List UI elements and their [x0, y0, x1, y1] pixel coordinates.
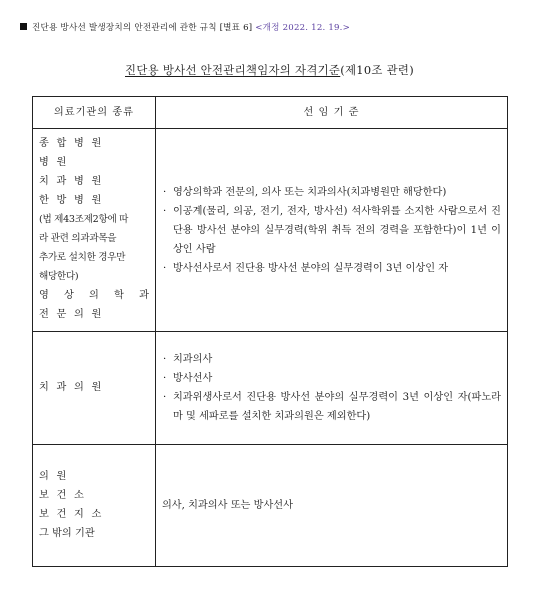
criteria-list	[162, 350, 501, 426]
document-title	[0, 62, 539, 78]
title-main: 진단용 방사선 안전관리책임자의 자격기준	[125, 63, 341, 77]
institution-name: 의 원	[39, 470, 69, 482]
header-regulation-reference: 진단용 방사선 발생장치의 안전관리에 관한 규칙 [별표 6]	[32, 23, 253, 33]
institution-name: 전 문 의 원	[39, 309, 104, 320]
table-row	[33, 129, 508, 332]
institution-note: 추가로 설치한 경우만	[39, 252, 126, 263]
document-header	[20, 21, 525, 33]
criteria-cell	[155, 129, 507, 332]
header-appointment-criteria: 선 임 기 준	[155, 97, 507, 129]
table-row	[33, 332, 508, 445]
criteria-cell	[155, 332, 507, 445]
criteria-item: · 치과위생사로서 진단용 방사선 분야의 실무경력이 3년 이상인 자(파노라마 및 세파로를 설치한 치과의원은 제외한다)	[162, 388, 501, 426]
institution-note: 라 관련 의과과목을	[39, 233, 117, 244]
institution-name: 치 과 병 원	[39, 176, 104, 187]
institution-name: 치 과 의 원	[39, 381, 104, 393]
table-header-row	[33, 97, 508, 129]
institution-name: 보 건 소	[39, 489, 86, 501]
criteria-item: · 방사선사	[162, 369, 501, 388]
institution-name: 한 방 병 원	[39, 195, 104, 206]
institution-name: 병 원	[39, 157, 69, 168]
header-institution-type: 의료기관의 종류	[33, 97, 156, 129]
institution-cell	[33, 332, 156, 445]
institution-name: 그 밖의 기관	[39, 527, 95, 539]
institution-name: 종 합 병 원	[39, 138, 104, 149]
criteria-list	[162, 183, 501, 278]
institution-name: 영 상 의 학 과	[39, 290, 149, 301]
criteria-item: · 방사선사로서 진단용 방사선 분야의 실무경력이 3년 이상인 자	[162, 259, 501, 278]
title-suffix: (제10조 관련)	[340, 63, 414, 77]
criteria-text: 의사, 치과의사 또는 방사선사	[161, 500, 293, 511]
black-square-icon	[20, 23, 27, 30]
criteria-item: · 치과의사	[162, 350, 501, 369]
institution-note: 해당한다)	[39, 271, 79, 282]
institution-note: (법 제43조제2항에 따	[39, 214, 129, 225]
criteria-item: · 이공계(물리, 의공, 전기, 전자, 방사선) 석사학위를 소지한 사람으로서 진단용 방사선 분야의 실무경력(학위 취득 전의 경력을 포함한다)이 1년 이상인 사람	[162, 202, 501, 259]
institution-cell	[33, 445, 156, 567]
criteria-item: · 영상의학과 전문의, 의사 또는 치과의사(치과병원만 해당한다)	[162, 183, 501, 202]
criteria-cell	[155, 445, 507, 567]
table-row	[33, 445, 508, 567]
amendment-date: <개정 2022. 12. 19.>	[255, 23, 351, 33]
qualification-table	[32, 96, 508, 567]
institution-cell	[33, 129, 156, 332]
institution-name: 보 건 지 소	[39, 508, 104, 520]
